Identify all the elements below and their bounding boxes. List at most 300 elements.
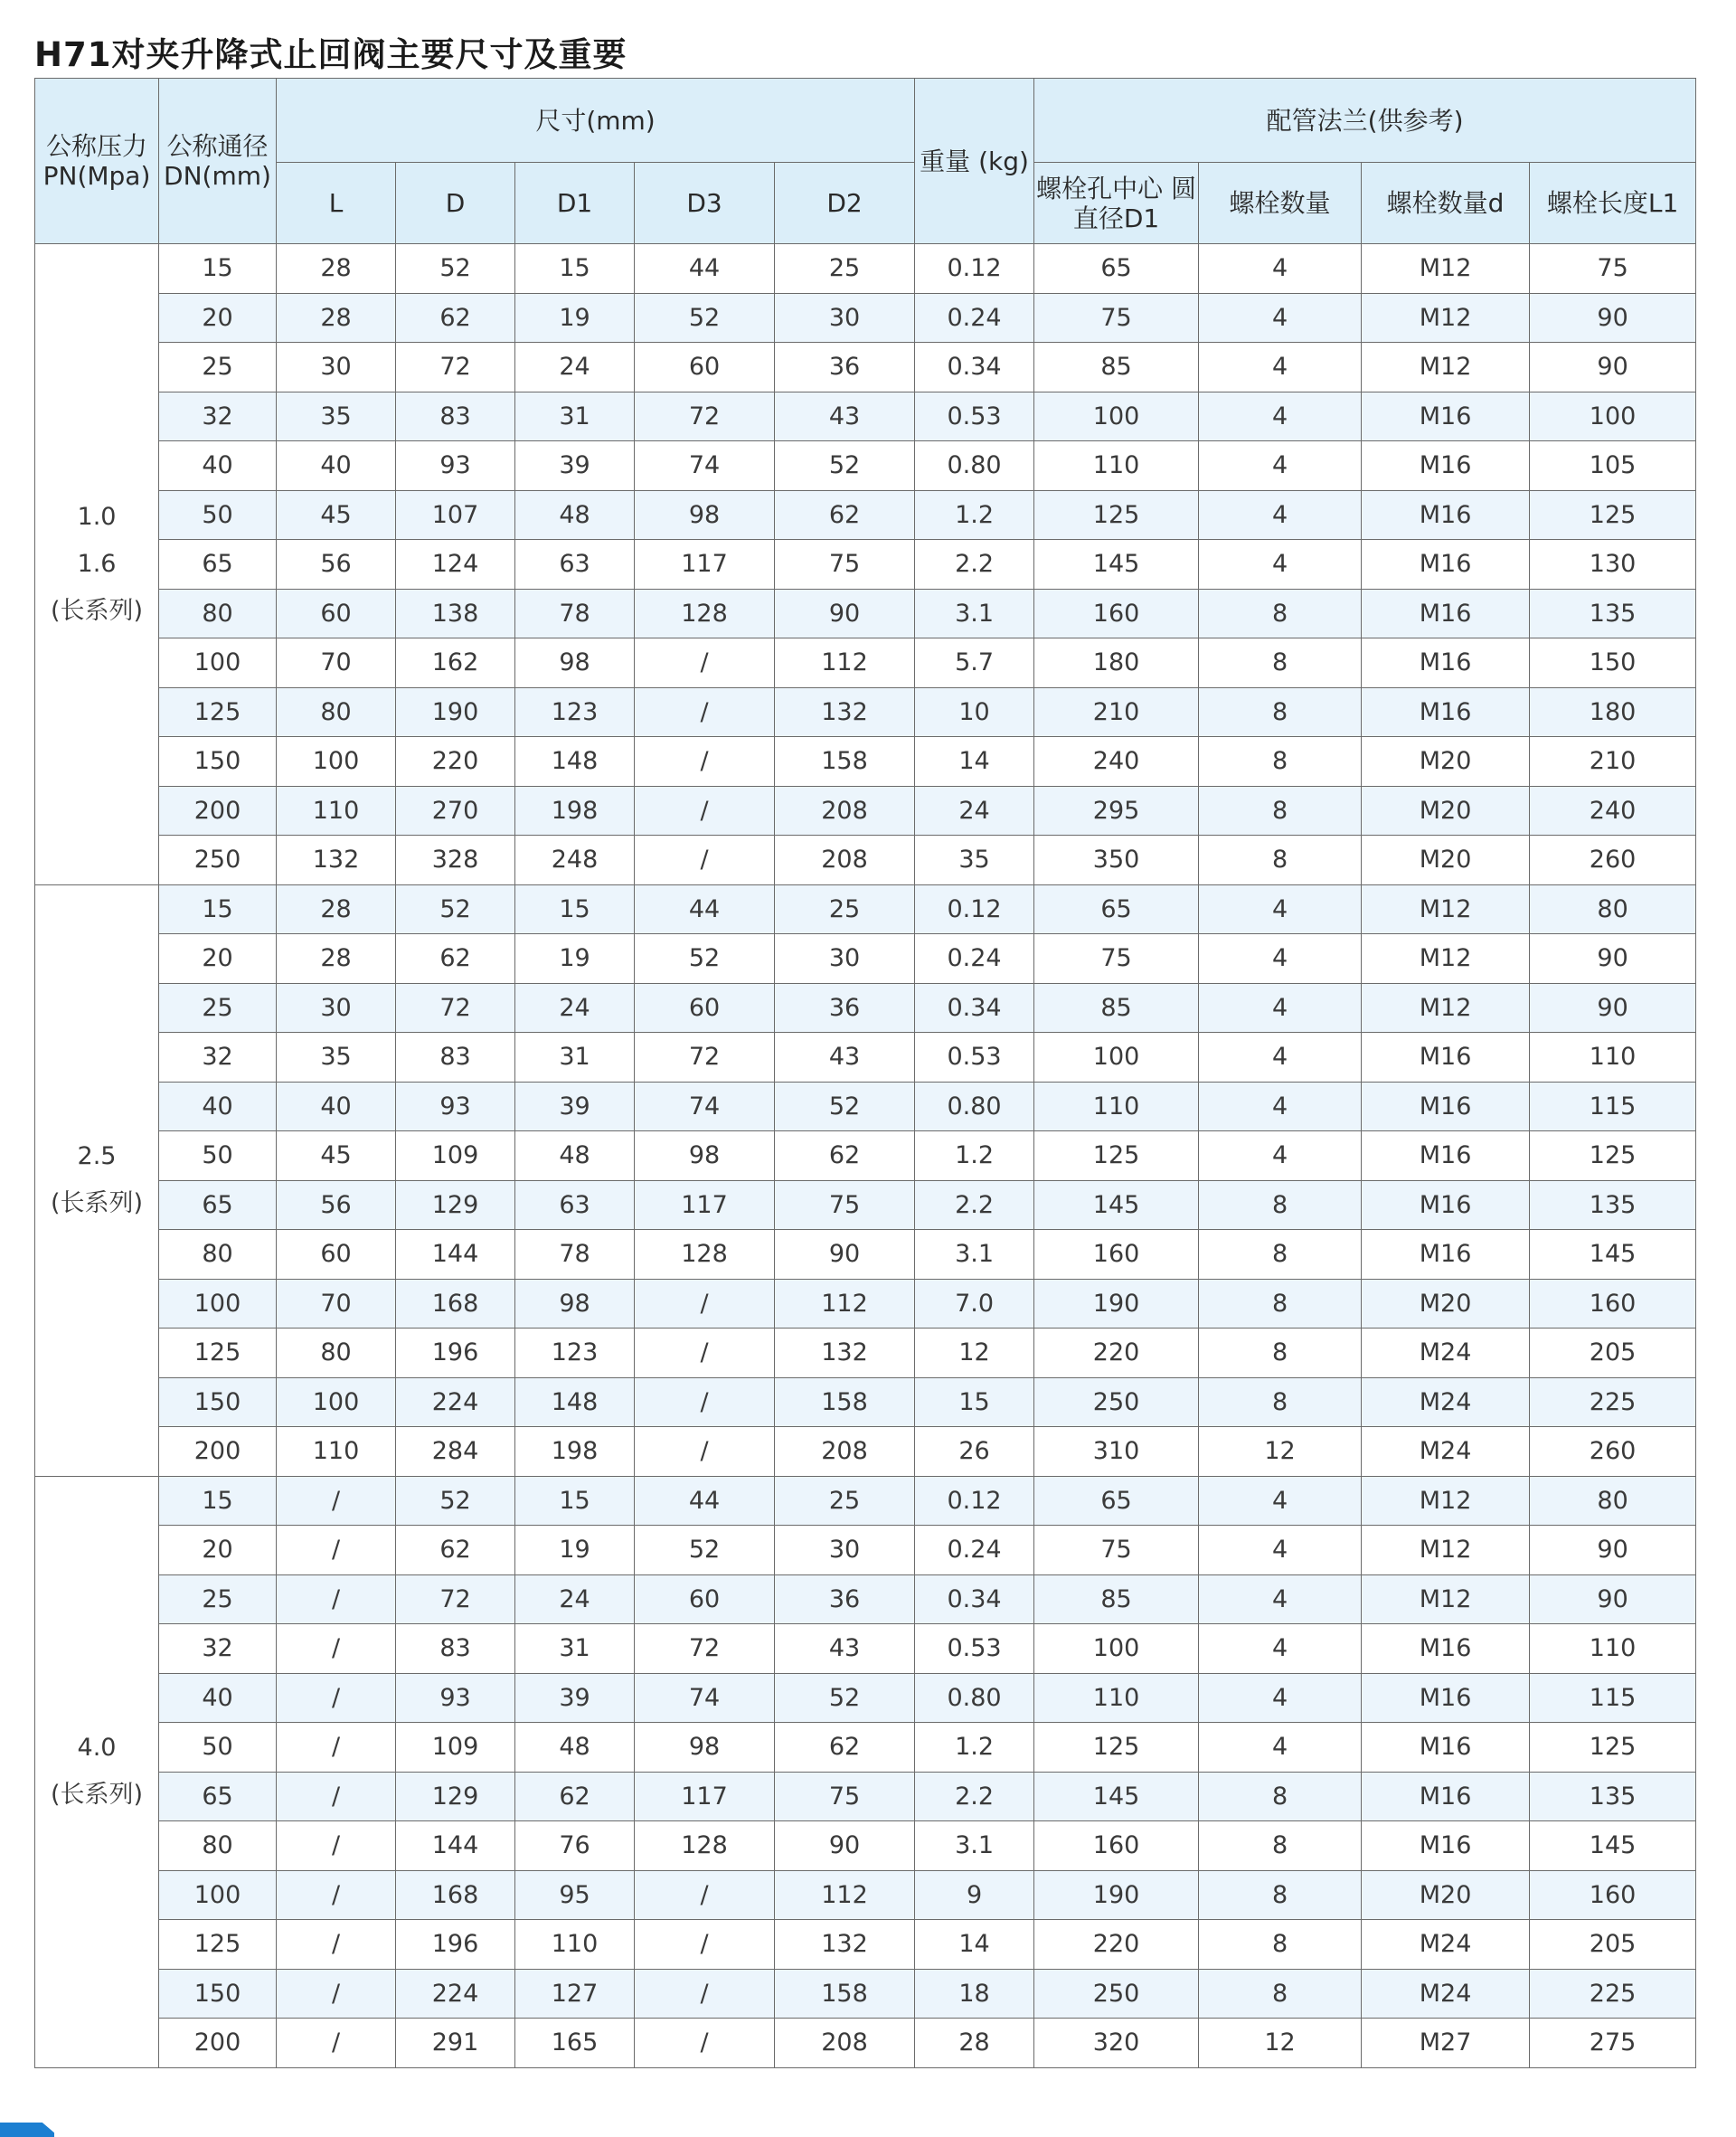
table-cell: 109 (396, 1723, 515, 1773)
table-cell: 31 (515, 392, 635, 441)
table-cell: 135 (1530, 1772, 1696, 1821)
table-cell: M12 (1362, 343, 1530, 392)
table-cell: 26 (915, 1427, 1034, 1477)
table-cell: 25 (775, 244, 915, 294)
table-cell: 160 (1530, 1870, 1696, 1920)
table-cell: 90 (1530, 934, 1696, 984)
table-cell: 4 (1199, 441, 1362, 491)
pressure-class-cell (35, 1476, 159, 2067)
corner-accent (0, 2123, 54, 2137)
table-cell: 205 (1530, 1920, 1696, 1970)
table-cell: 224 (396, 1377, 515, 1427)
table-cell: 28 (277, 293, 396, 343)
table-cell: 200 (159, 786, 277, 836)
pressure-class-cell (35, 244, 159, 885)
table-cell: 224 (396, 1969, 515, 2019)
table-cell: 125 (1034, 490, 1199, 540)
table-cell: 200 (159, 2019, 277, 2068)
table-cell: 135 (1530, 1180, 1696, 1230)
table-cell: 144 (396, 1230, 515, 1280)
table-cell: M16 (1362, 540, 1530, 590)
table-cell: 190 (1034, 1870, 1199, 1920)
table-cell: 0.34 (915, 1574, 1034, 1624)
table-cell: 320 (1034, 2019, 1199, 2068)
table-cell: 158 (775, 1969, 915, 2019)
table-cell: 210 (1034, 687, 1199, 737)
table-cell: 2.2 (915, 1180, 1034, 1230)
table-row (35, 884, 1696, 934)
table-cell: 24 (515, 1574, 635, 1624)
table-cell: M16 (1362, 1033, 1530, 1083)
table-cell: 275 (1530, 2019, 1696, 2068)
table-cell: 25 (775, 1476, 915, 1526)
table-cell: 62 (396, 934, 515, 984)
header-bolt-count: 螺栓数量 (1199, 163, 1362, 244)
table-cell: 150 (159, 737, 277, 787)
table-cell: 248 (515, 836, 635, 885)
table-cell: 107 (396, 490, 515, 540)
table-cell: 4 (1199, 1673, 1362, 1723)
table-cell: 0.80 (915, 1673, 1034, 1723)
table-cell: 123 (515, 1329, 635, 1378)
table-cell: 225 (1530, 1377, 1696, 1427)
table-cell: 44 (635, 884, 775, 934)
table-cell: 19 (515, 934, 635, 984)
table-row (35, 244, 1696, 294)
table-cell: 125 (159, 1329, 277, 1378)
table-cell: 4 (1199, 1131, 1362, 1181)
table-cell: 24 (515, 343, 635, 392)
table-cell: M20 (1362, 1870, 1530, 1920)
table-cell: 158 (775, 1377, 915, 1427)
table-cell: 132 (775, 687, 915, 737)
header-d3: D3 (635, 163, 775, 244)
table-cell: 65 (159, 1180, 277, 1230)
table-cell: 4 (1199, 1526, 1362, 1575)
table-cell: 100 (1034, 1624, 1199, 1674)
table-cell: 98 (635, 490, 775, 540)
table-cell: 95 (515, 1870, 635, 1920)
table-cell: 5.7 (915, 638, 1034, 688)
table-cell: 75 (1034, 934, 1199, 984)
table-cell: 4 (1199, 244, 1362, 294)
table-cell: 74 (635, 441, 775, 491)
table-cell: 52 (635, 293, 775, 343)
table-cell: 72 (396, 343, 515, 392)
table-cell: / (635, 1279, 775, 1329)
table-cell: 25 (159, 1574, 277, 1624)
table-cell: 8 (1199, 1920, 1362, 1970)
table-cell: 3.1 (915, 1821, 1034, 1871)
table-cell: 125 (1034, 1723, 1199, 1773)
table-cell: / (635, 1870, 775, 1920)
table-cell: / (635, 1329, 775, 1378)
table-cell: M16 (1362, 687, 1530, 737)
table-row (35, 441, 1696, 491)
table-cell: 35 (915, 836, 1034, 885)
header-d: D (396, 163, 515, 244)
table-cell: 80 (1530, 1476, 1696, 1526)
table-cell: 3.1 (915, 589, 1034, 638)
table-cell: 250 (159, 836, 277, 885)
table-cell: 15 (159, 1476, 277, 1526)
table-cell: 76 (515, 1821, 635, 1871)
table-cell: 24 (915, 786, 1034, 836)
table-cell: 128 (635, 589, 775, 638)
table-cell: 98 (515, 1279, 635, 1329)
table-cell: 205 (1530, 1329, 1696, 1378)
pressure-class-line: 1.0 (77, 502, 117, 531)
table-cell: 125 (1034, 1131, 1199, 1181)
table-row (35, 589, 1696, 638)
table-cell: 105 (1530, 441, 1696, 491)
table-row (35, 1329, 1696, 1378)
table-cell: 74 (635, 1673, 775, 1723)
table-cell: M16 (1362, 1723, 1530, 1773)
table-cell: / (635, 1969, 775, 2019)
table-cell: / (277, 1772, 396, 1821)
table-cell: 0.80 (915, 441, 1034, 491)
table-cell: 100 (1034, 1033, 1199, 1083)
table-cell: M12 (1362, 1476, 1530, 1526)
table-cell: 220 (1034, 1329, 1199, 1378)
table-row (35, 1772, 1696, 1821)
table-cell: M16 (1362, 392, 1530, 441)
table-cell: 8 (1199, 1821, 1362, 1871)
table-cell: 165 (515, 2019, 635, 2068)
table-cell: 80 (1530, 884, 1696, 934)
table-cell: 65 (159, 540, 277, 590)
table-row (35, 786, 1696, 836)
table-cell: 115 (1530, 1673, 1696, 1723)
table-cell: 52 (635, 1526, 775, 1575)
table-cell: 310 (1034, 1427, 1199, 1477)
table-row (35, 1377, 1696, 1427)
table-cell: 83 (396, 1033, 515, 1083)
table-cell: 60 (635, 1574, 775, 1624)
table-cell: M16 (1362, 1772, 1530, 1821)
table-cell: 44 (635, 1476, 775, 1526)
table-cell: 8 (1199, 1377, 1362, 1427)
table-cell: M12 (1362, 983, 1530, 1033)
table-row (35, 293, 1696, 343)
table-cell: 196 (396, 1329, 515, 1378)
table-cell: 98 (635, 1131, 775, 1181)
table-cell: M20 (1362, 737, 1530, 787)
table-cell: 270 (396, 786, 515, 836)
table-cell: 39 (515, 1082, 635, 1131)
table-cell: 250 (1034, 1377, 1199, 1427)
table-cell: 44 (635, 244, 775, 294)
table-cell: 220 (1034, 1920, 1199, 1970)
table-cell: 60 (635, 343, 775, 392)
table-cell: M12 (1362, 1526, 1530, 1575)
table-row (35, 737, 1696, 787)
table-cell: 160 (1530, 1279, 1696, 1329)
pressure-class-line: 2.5 (77, 1142, 117, 1170)
table-cell: 208 (775, 786, 915, 836)
table-row (35, 934, 1696, 984)
table-cell: 52 (396, 244, 515, 294)
table-cell: 56 (277, 540, 396, 590)
page-title: H71对夹升降式止回阀主要尺寸及重要 (34, 35, 627, 74)
table-cell: M16 (1362, 589, 1530, 638)
table-cell: 63 (515, 1180, 635, 1230)
table-cell: 72 (635, 1624, 775, 1674)
table-cell: 0.53 (915, 392, 1034, 441)
table-cell: 180 (1034, 638, 1199, 688)
header-l: L (277, 163, 396, 244)
table-cell: 7.0 (915, 1279, 1034, 1329)
table-cell: 4 (1199, 293, 1362, 343)
table-cell: 328 (396, 836, 515, 885)
table-cell: 145 (1530, 1821, 1696, 1871)
table-cell: 20 (159, 1526, 277, 1575)
table-cell: 52 (775, 441, 915, 491)
table-cell: 1.2 (915, 490, 1034, 540)
table-cell: 240 (1034, 737, 1199, 787)
table-cell: 20 (159, 934, 277, 984)
table-cell: M12 (1362, 934, 1530, 984)
table-cell: 250 (1034, 1969, 1199, 2019)
table-cell: 110 (1034, 441, 1199, 491)
table-cell: / (635, 687, 775, 737)
table-row (35, 1180, 1696, 1230)
table-cell: 56 (277, 1180, 396, 1230)
table-cell: 93 (396, 1082, 515, 1131)
header-weight: 重量 (kg) (915, 79, 1034, 244)
table-cell: 98 (515, 638, 635, 688)
table-cell: / (635, 1920, 775, 1970)
table-cell: / (277, 1624, 396, 1674)
table-cell: 65 (1034, 1476, 1199, 1526)
table-cell: 4 (1199, 392, 1362, 441)
table-cell: 30 (775, 293, 915, 343)
table-row (35, 1033, 1696, 1083)
table-cell: 350 (1034, 836, 1199, 885)
table-cell: / (635, 786, 775, 836)
header-bolt-circle: 螺栓孔中心 圆直径D1 (1034, 163, 1199, 244)
table-cell: 80 (277, 1329, 396, 1378)
table-cell: 125 (1530, 1723, 1696, 1773)
table-cell: 150 (159, 1969, 277, 2019)
table-cell: M16 (1362, 1624, 1530, 1674)
table-cell: 145 (1530, 1230, 1696, 1280)
table-cell: 32 (159, 1624, 277, 1674)
table-cell: 78 (515, 589, 635, 638)
table-cell: 65 (159, 1772, 277, 1821)
table-cell: 100 (159, 1279, 277, 1329)
table-cell: 125 (159, 687, 277, 737)
table-cell: 198 (515, 786, 635, 836)
table-cell: 8 (1199, 1772, 1362, 1821)
table-cell: 8 (1199, 1870, 1362, 1920)
table-cell: 25 (159, 343, 277, 392)
table-cell: / (277, 1476, 396, 1526)
table-cell: 62 (515, 1772, 635, 1821)
table-cell: 8 (1199, 687, 1362, 737)
pressure-class-cell (35, 884, 159, 1476)
pressure-class-line: (长系列) (50, 596, 144, 625)
table-cell: 8 (1199, 737, 1362, 787)
table-cell: 62 (396, 1526, 515, 1575)
table-cell: 117 (635, 1180, 775, 1230)
table-cell: 65 (1034, 884, 1199, 934)
table-cell: 168 (396, 1279, 515, 1329)
table-cell: 36 (775, 983, 915, 1033)
spec-table (34, 78, 1696, 2068)
table-cell: M16 (1362, 441, 1530, 491)
header-d1: D1 (515, 163, 635, 244)
table-row (35, 2019, 1696, 2068)
table-cell: M16 (1362, 1131, 1530, 1181)
table-cell: / (635, 836, 775, 885)
table-row (35, 1870, 1696, 1920)
table-cell: M16 (1362, 1673, 1530, 1723)
table-cell: 148 (515, 737, 635, 787)
table-cell: 112 (775, 638, 915, 688)
table-cell: 15 (515, 244, 635, 294)
table-cell: 100 (1034, 392, 1199, 441)
table-cell: 8 (1199, 1279, 1362, 1329)
table-cell: 50 (159, 1131, 277, 1181)
table-cell: 62 (775, 1723, 915, 1773)
table-cell: 62 (396, 293, 515, 343)
table-cell: 60 (277, 1230, 396, 1280)
table-cell: M16 (1362, 490, 1530, 540)
table-cell: / (635, 1427, 775, 1477)
table-cell: 190 (1034, 1279, 1199, 1329)
table-cell: 220 (396, 737, 515, 787)
table-cell: 148 (515, 1377, 635, 1427)
table-cell: 145 (1034, 540, 1199, 590)
table-cell: 75 (775, 1772, 915, 1821)
table-cell: 124 (396, 540, 515, 590)
table-cell: 150 (159, 1377, 277, 1427)
table-cell: 295 (1034, 786, 1199, 836)
table-row (35, 1624, 1696, 1674)
table-cell: 90 (1530, 983, 1696, 1033)
table-cell: 83 (396, 1624, 515, 1674)
pressure-class-line: 1.6 (77, 549, 117, 578)
table-cell: 208 (775, 1427, 915, 1477)
table-cell: 50 (159, 490, 277, 540)
table-cell: 127 (515, 1969, 635, 2019)
table-cell: 43 (775, 392, 915, 441)
table-cell: 14 (915, 1920, 1034, 1970)
table-cell: 2.2 (915, 1772, 1034, 1821)
table-cell: 4 (1199, 1723, 1362, 1773)
table-cell: 70 (277, 638, 396, 688)
table-cell: M24 (1362, 1329, 1530, 1378)
table-cell: 72 (396, 983, 515, 1033)
table-cell: 15 (515, 1476, 635, 1526)
table-cell: 30 (775, 1526, 915, 1575)
table-cell: M16 (1362, 1821, 1530, 1871)
table-cell: 4 (1199, 983, 1362, 1033)
table-cell: 100 (159, 638, 277, 688)
table-cell: 150 (1530, 638, 1696, 688)
table-row (35, 392, 1696, 441)
table-cell: 225 (1530, 1969, 1696, 2019)
table-cell: 14 (915, 737, 1034, 787)
table-cell: 180 (1530, 687, 1696, 737)
table-cell: 3.1 (915, 1230, 1034, 1280)
table-cell: 74 (635, 1082, 775, 1131)
table-row (35, 687, 1696, 737)
table-cell: M20 (1362, 786, 1530, 836)
table-cell: 110 (1530, 1624, 1696, 1674)
table-cell: 100 (277, 737, 396, 787)
table-cell: 80 (159, 1230, 277, 1280)
table-cell: 132 (775, 1920, 915, 1970)
table-row (35, 1574, 1696, 1624)
table-cell: 115 (1530, 1082, 1696, 1131)
table-cell: M20 (1362, 1279, 1530, 1329)
table-row (35, 1230, 1696, 1280)
table-cell: 18 (915, 1969, 1034, 2019)
table-cell: 45 (277, 490, 396, 540)
table-cell: 75 (1034, 293, 1199, 343)
table-cell: 63 (515, 540, 635, 590)
table-cell: 25 (159, 983, 277, 1033)
table-cell: 162 (396, 638, 515, 688)
table-cell: 208 (775, 836, 915, 885)
table-cell: 48 (515, 490, 635, 540)
table-cell: 110 (1530, 1033, 1696, 1083)
table-cell: M24 (1362, 1969, 1530, 2019)
table-cell: 12 (915, 1329, 1034, 1378)
table-row (35, 836, 1696, 885)
table-cell: / (635, 1377, 775, 1427)
table-cell: 2.2 (915, 540, 1034, 590)
table-cell: 4 (1199, 1082, 1362, 1131)
table-cell: 144 (396, 1821, 515, 1871)
table-row (35, 638, 1696, 688)
header-dn: 公称通径 DN(mm) (159, 79, 277, 244)
table-cell: 19 (515, 293, 635, 343)
table-cell: M12 (1362, 244, 1530, 294)
table-cell: 72 (396, 1574, 515, 1624)
table-cell: 260 (1530, 1427, 1696, 1477)
table-row (35, 1279, 1696, 1329)
table-cell: M12 (1362, 884, 1530, 934)
table-cell: 112 (775, 1870, 915, 1920)
table-cell: 4 (1199, 1574, 1362, 1624)
table-cell: 15 (159, 884, 277, 934)
table-cell: 65 (1034, 244, 1199, 294)
table-cell: 28 (915, 2019, 1034, 2068)
table-cell: 20 (159, 293, 277, 343)
table-cell: / (277, 2019, 396, 2068)
table-cell: 50 (159, 1723, 277, 1773)
table-cell: / (277, 1526, 396, 1575)
header-pn: 公称压力 PN(Mpa) (35, 79, 159, 244)
table-cell: 8 (1199, 786, 1362, 836)
table-body (35, 244, 1696, 2068)
table-cell: / (277, 1920, 396, 1970)
table-cell: 100 (277, 1377, 396, 1427)
header-bolt-size: 螺栓数量d (1362, 163, 1530, 244)
table-cell: 4 (1199, 540, 1362, 590)
table-cell: 90 (1530, 293, 1696, 343)
table-cell: / (277, 1821, 396, 1871)
table-cell: 62 (775, 1131, 915, 1181)
table-cell: M16 (1362, 1230, 1530, 1280)
table-cell: 24 (515, 983, 635, 1033)
table-cell: 160 (1034, 589, 1199, 638)
table-cell: 8 (1199, 1329, 1362, 1378)
